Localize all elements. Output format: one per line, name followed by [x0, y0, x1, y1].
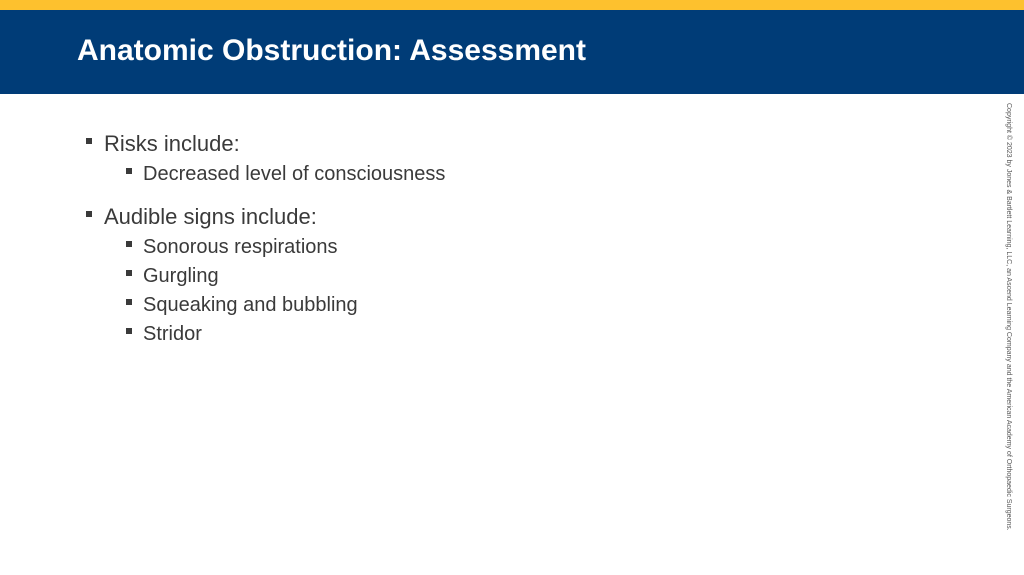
- square-bullet-icon: [126, 168, 132, 174]
- slide-title: Anatomic Obstruction: Assessment: [77, 34, 586, 67]
- bullet-text: Risks include:: [104, 131, 240, 156]
- square-bullet-icon: [126, 328, 132, 334]
- square-bullet-icon: [126, 299, 132, 305]
- sub-bullet-item: [143, 162, 445, 186]
- copyright-notice: Copyright © 2023 by Jones & Bartlett Learning, LLC, an Ascend Learning Company and the American Academy of Orthopaedic Surgeons.: [1005, 103, 1012, 531]
- sub-bullet-text: Sonorous respirations: [143, 236, 338, 258]
- square-bullet-icon: [126, 270, 132, 276]
- sub-bullet-item: [143, 322, 202, 346]
- sub-bullet-text: Gurgling: [143, 265, 219, 287]
- sub-bullet-text: Decreased level of consciousness: [143, 163, 446, 185]
- bullet-item: [104, 131, 240, 157]
- sub-bullet-item: [143, 293, 358, 317]
- square-bullet-icon: [126, 241, 132, 247]
- sub-bullet-item: [143, 264, 219, 288]
- square-bullet-icon: [86, 211, 92, 217]
- square-bullet-icon: [86, 138, 92, 144]
- sub-bullet-item: [143, 235, 338, 259]
- sub-bullet-text: Stridor: [143, 323, 202, 345]
- sub-bullet-text: Squeaking and bubbling: [143, 294, 358, 316]
- bullet-item: [104, 204, 317, 230]
- bullet-text: Audible signs include:: [104, 204, 317, 229]
